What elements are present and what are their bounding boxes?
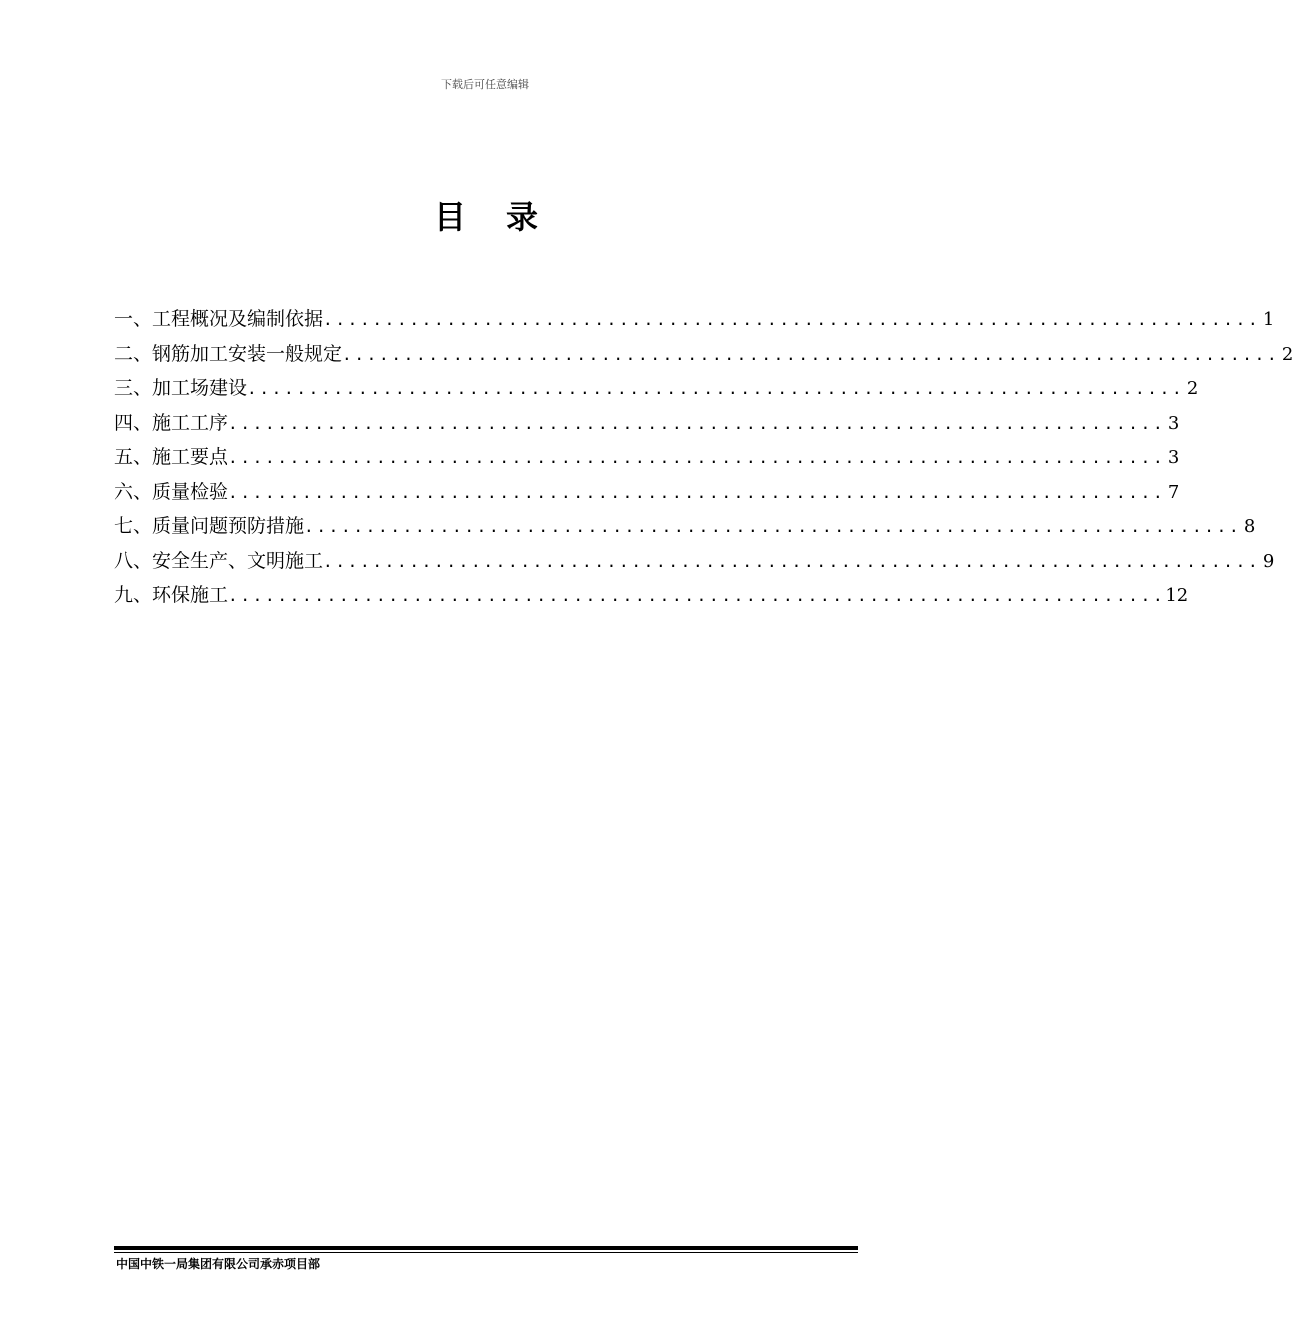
toc-item-label: 四、施工工序: [114, 411, 229, 434]
toc-item-page: 9: [1262, 550, 1275, 572]
toc-leader-dots: ............................................................................: [247, 379, 1185, 398]
toc-item-page: 12: [1165, 585, 1189, 606]
toc-item-page: 2: [1186, 378, 1199, 399]
toc-item-page: 7: [1167, 481, 1180, 503]
footer-rule-thin: [114, 1252, 858, 1253]
toc-item[interactable]: [114, 304, 1275, 339]
footer-rule: [114, 1246, 858, 1250]
toc-leader-dots: ............................................................................: [228, 586, 1166, 605]
toc-item-label: 六、质量检验: [114, 480, 229, 503]
toc-item-label: 三、加工场建设: [114, 377, 248, 399]
toc-leader-dots: ............................................................................: [323, 551, 1261, 571]
toc-item[interactable]: [114, 511, 1256, 546]
toc-item-label: 八、安全生产、文明施工: [114, 549, 324, 572]
header-note: 下载后可任意编辑: [441, 78, 529, 91]
toc-leader-dots: ............................................................................: [323, 310, 1261, 329]
toc-leader-dots: ............................................................................: [228, 448, 1166, 467]
table-of-contents: [114, 304, 1293, 615]
toc-item-page: 2: [1281, 343, 1293, 365]
toc-item[interactable]: [114, 373, 1199, 408]
toc-item[interactable]: [114, 408, 1180, 443]
toc-item[interactable]: [114, 546, 1275, 581]
toc-leader-dots: ............................................................................: [304, 517, 1242, 536]
toc-item[interactable]: [114, 477, 1180, 512]
toc-item-page: 3: [1167, 412, 1180, 434]
toc-leader-dots: ............................................................................: [342, 344, 1280, 364]
toc-item-page: 8: [1243, 516, 1256, 537]
toc-item-page: 3: [1167, 447, 1180, 468]
toc-item-label: 七、质量问题预防措施: [114, 515, 305, 537]
footer-text: 中国中铁一局集团有限公司承赤项目部: [116, 1257, 321, 1271]
toc-leader-dots: ............................................................................: [228, 413, 1166, 433]
page-title: 目录: [433, 198, 578, 236]
toc-item[interactable]: [114, 580, 1189, 615]
toc-item-label: 一、工程概况及编制依据: [114, 308, 324, 330]
toc-item-page: 1: [1262, 309, 1275, 330]
toc-item[interactable]: [114, 339, 1293, 374]
toc-item-label: 九、环保施工: [114, 584, 229, 606]
toc-item-label: 二、钢筋加工安装一般规定: [114, 342, 343, 365]
toc-item[interactable]: [114, 442, 1180, 477]
toc-leader-dots: ............................................................................: [228, 482, 1166, 502]
toc-item-label: 五、施工要点: [114, 446, 229, 468]
